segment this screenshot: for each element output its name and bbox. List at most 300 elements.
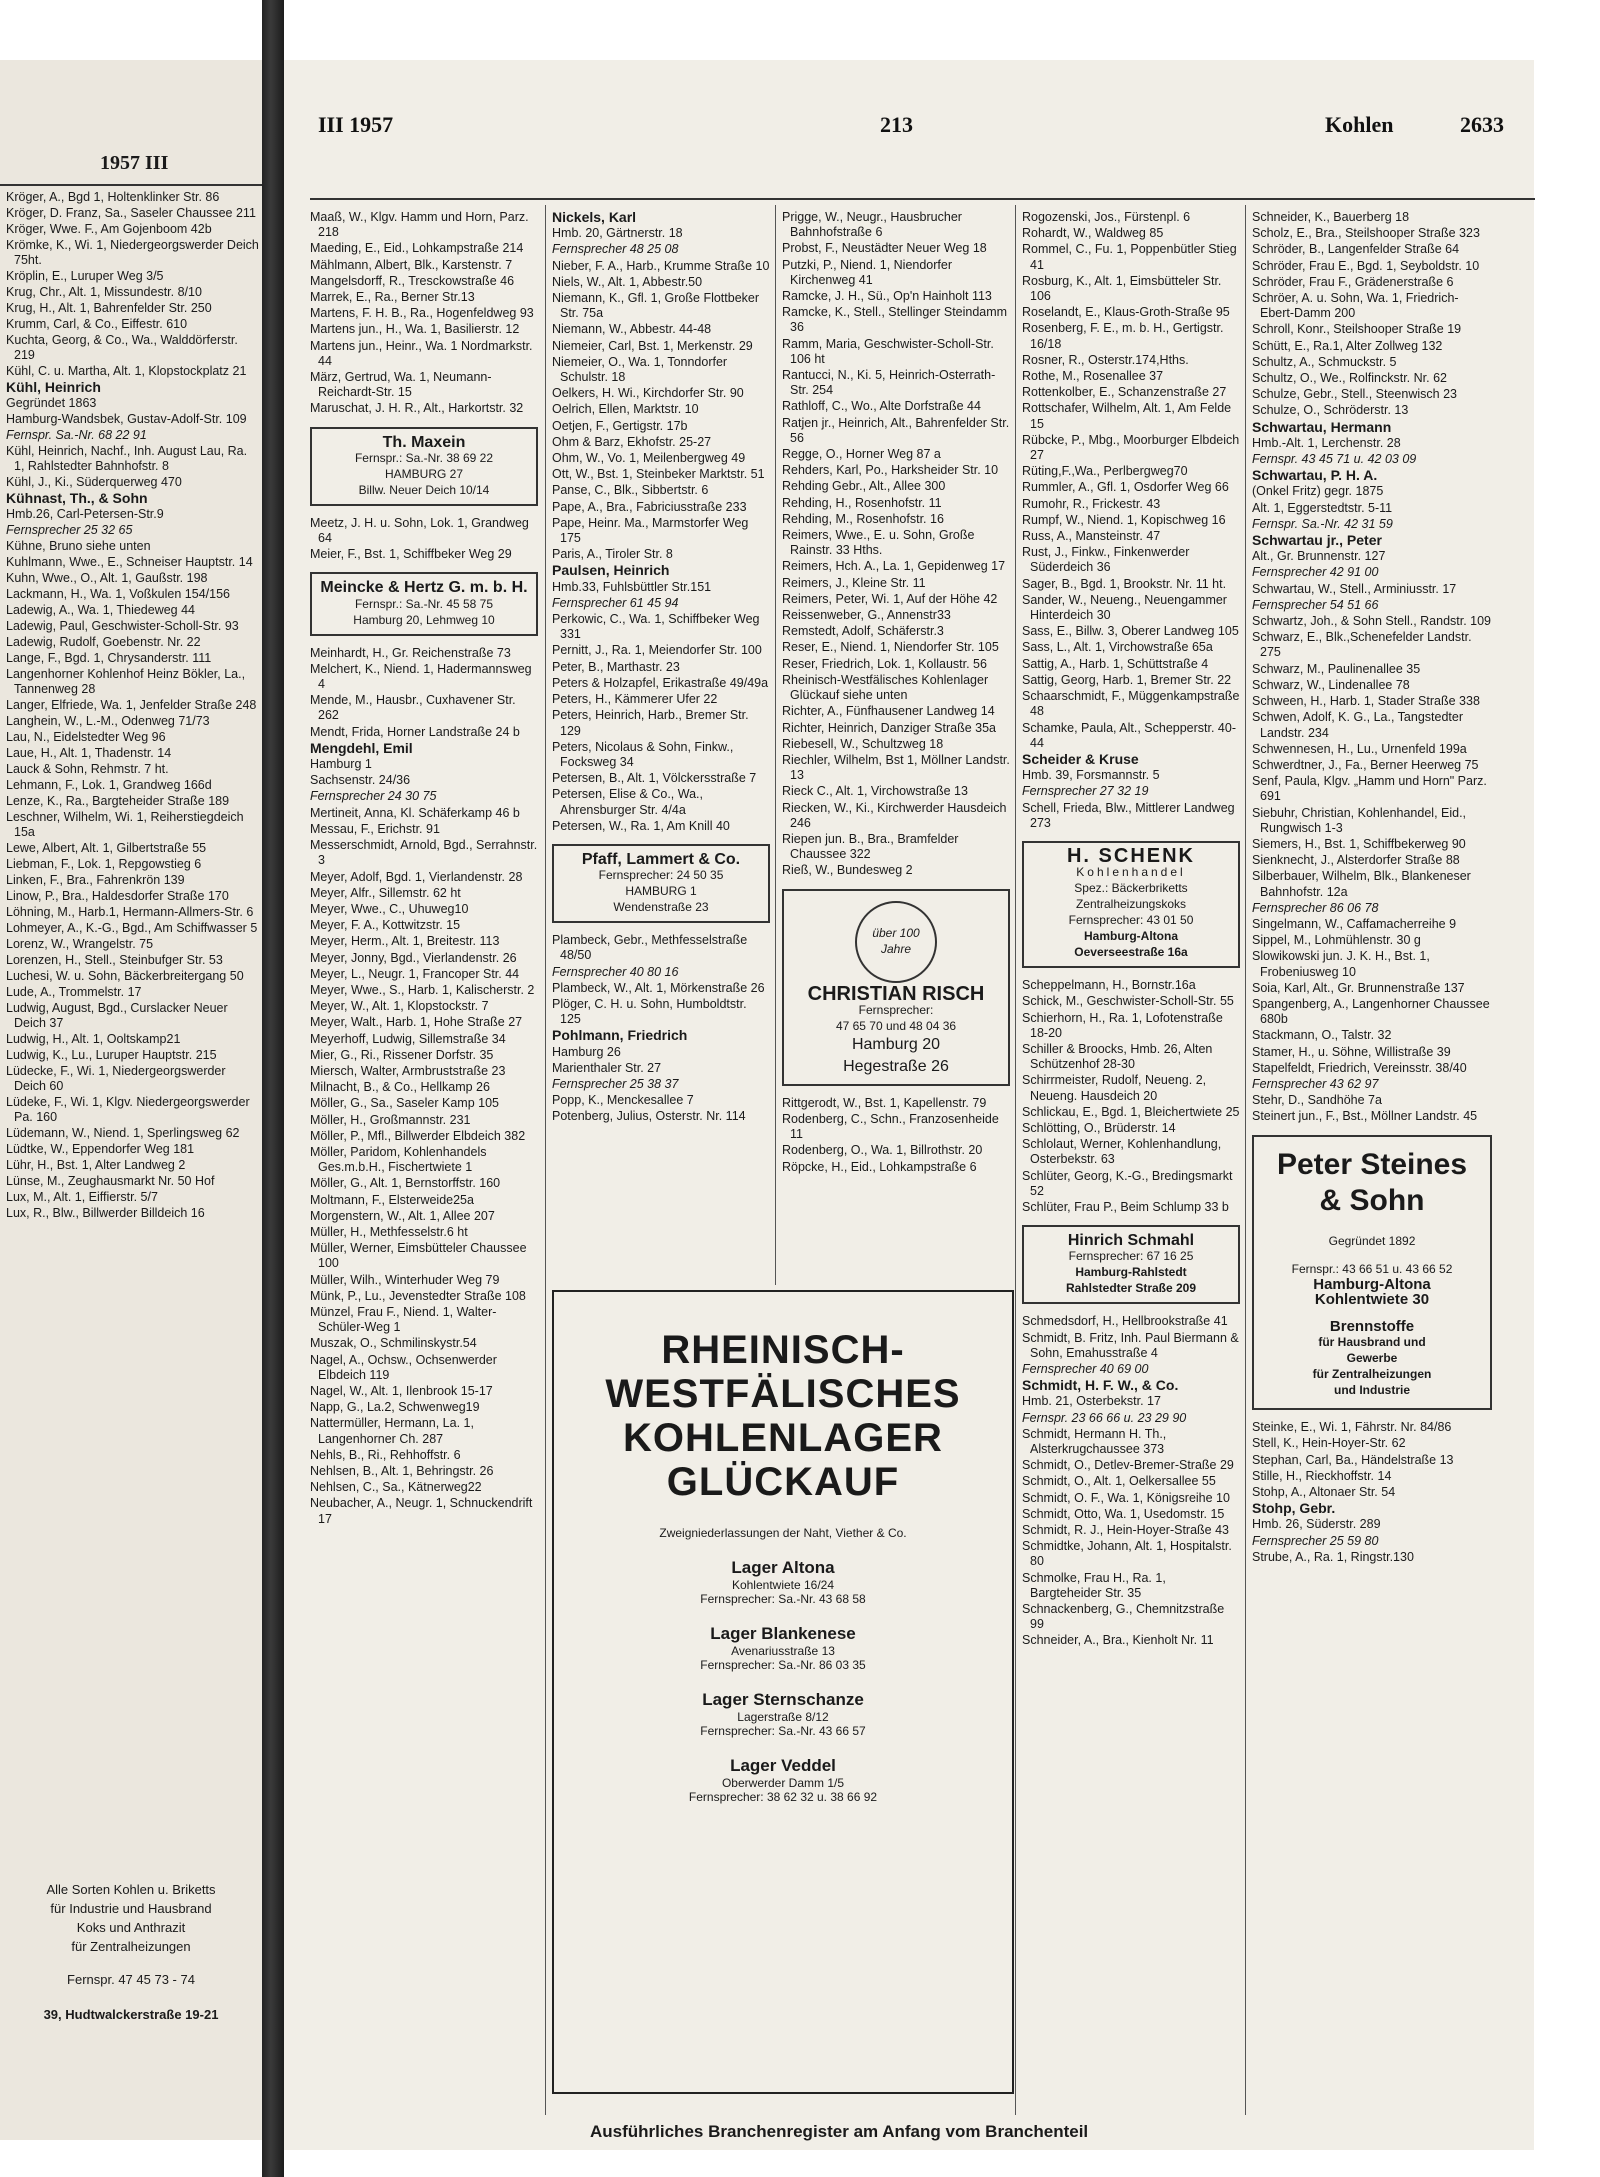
directory-entry: Soia, Karl, Alt., Gr. Brunnenstraße 137	[1252, 980, 1465, 995]
book-gutter	[262, 0, 284, 2177]
directory-entry: Reimers, Peter, Wi. 1, Auf der Höhe 42	[782, 591, 998, 606]
directory-entry: Fernsprecher 24 30 75	[310, 789, 437, 804]
directory-entry: Probst, F., Neustädter Neuer Weg 18	[782, 241, 987, 256]
left-page-strip	[0, 60, 270, 2140]
directory-entry: Liebman, F., Lok. 1, Repgowstieg 6	[6, 857, 202, 871]
directory-entry: Krumm, Carl, & Co., Eiffestr. 610	[6, 317, 188, 331]
directory-entry: Schmolke, Frau H., Ra. 1, Bargteheider Str. 35	[1022, 1570, 1166, 1600]
schenk-spec2: Zentralheizungskoks	[1075, 897, 1187, 912]
directory-entry: Potenberg, Julius, Osterstr. Nr. 114	[552, 1109, 746, 1124]
directory-entry: Rommel, C., Fu. 1, Poppenbütler Stieg 41	[1022, 242, 1237, 272]
directory-entry: Schlüter, Georg, K.-G., Bredingsmarkt 52	[1022, 1168, 1233, 1198]
steines-line-1: für Hausbrand und	[1318, 1335, 1426, 1350]
steines-line-4: und Industrie	[1334, 1383, 1410, 1398]
ad-location-addr: Lagerstraße 8/12	[737, 1710, 829, 1724]
directory-entry: Pape, A., Bra., Fabriciusstraße 233	[552, 499, 747, 514]
steines-founded: Gegründet 1892	[1328, 1233, 1416, 1248]
directory-entry: März, Gertrud, Wa. 1, Neumann-Reichardt-Str. 15	[310, 370, 492, 400]
directory-entry: Oelkers, H. Wi., Kirchdorfer Str. 90	[552, 386, 744, 401]
steines-fuel: Brennstoffe	[1329, 1317, 1415, 1335]
directory-entry: Schroll, Konr., Steilshooper Straße 19	[1252, 322, 1462, 337]
directory-entry: Schick, M., Geschwister-Scholl-Str. 55	[1022, 994, 1234, 1009]
schenk-street: Oeverseestraße 16a	[1074, 945, 1188, 960]
directory-entry: Nieber, F. A., Harb., Krumme Straße 10	[552, 258, 770, 273]
directory-entry: Lau, N., Eidelstedter Weg 96	[6, 730, 166, 744]
directory-entry: Schmidt, Otto, Wa. 1, Usedomstr. 15	[1022, 1506, 1225, 1521]
directory-entry: Silberbauer, Wilhelm, Blk., Blankeneser Bahnhofstr. 12a	[1252, 869, 1471, 899]
schmahl-title: Hinrich Schmahl	[1067, 1232, 1195, 1250]
schmahl-street: Rahlstedter Straße 209	[1065, 1281, 1197, 1296]
directory-entry: Schwartau, W., Stell., Arminiusstr. 17	[1252, 581, 1457, 596]
column-2-entries-bottom	[552, 933, 770, 1124]
left-ad-line: für Zentralheizungen	[71, 1939, 191, 1954]
directory-entry: Möller, P., Mfl., Billwerder Elbdeich 382	[310, 1128, 526, 1143]
directory-entry: Petersen, W., Ra. 1, Am Knill 40	[552, 818, 730, 833]
directory-entry: Nehlsen, B., Alt. 1, Behringstr. 26	[310, 1464, 494, 1479]
directory-entry: Krömke, K., Wi. 1, Niedergeorgswerder Deich 75ht.	[6, 238, 259, 267]
directory-entry: Strube, A., Ra. 1, Ringstr.130	[1252, 1549, 1414, 1564]
directory-entry: Hmb.-Alt. 1, Lerchenstr. 28	[1252, 435, 1401, 450]
column-5-entries-bottom	[1252, 1420, 1492, 1565]
directory-entry: Alt. 1, Eggerstedtstr. 5-11	[1252, 500, 1393, 515]
directory-entry: Schneider, A., Bra., Kienholt Nr. 11	[1022, 1633, 1214, 1648]
left-header-rule	[0, 184, 262, 186]
directory-entry: Kühl, J., Ki., Süderquerweg 470	[6, 475, 182, 489]
directory-entry: Schröder, B., Langenfelder Straße 64	[1252, 242, 1460, 257]
directory-entry: Müller, Werner, Eimsbütteler Chaussee 100	[310, 1241, 527, 1271]
directory-entry: Messerschmidt, Arnold, Bgd., Serrahnstr. 3	[310, 838, 538, 868]
directory-entry: Langer, Elfriede, Wa. 1, Jenfelder Straße 248	[6, 698, 257, 712]
directory-entry: Kuhn, Wwe., O., Alt. 1, Gaußstr. 198	[6, 571, 208, 585]
directory-entry: Lorenz, W., Wrangelstr. 75	[6, 937, 154, 951]
directory-entry: Mier, G., Ri., Rissener Dorfstr. 35	[310, 1047, 494, 1062]
directory-entry: Lünse, M., Zeughausmarkt Nr. 50 Hof	[6, 1174, 215, 1188]
directory-entry: Mertineit, Anna, Kl. Schäferkamp 46 b	[310, 805, 520, 820]
directory-entry: Hamburg 1	[310, 757, 372, 772]
directory-entry: Schell, Frieda, Blw., Mittlerer Landweg 273	[1022, 800, 1235, 830]
directory-entry: Senf, Paula, Klgv. „Hamm und Horn" Parz. 691	[1252, 774, 1487, 804]
directory-entry: Scheider & Kruse	[1022, 750, 1139, 767]
directory-entry: Möller, H., Großmannstr. 231	[310, 1112, 471, 1127]
directory-entry: Stehr, D., Sandhöhe 7a	[1252, 1093, 1382, 1108]
directory-entry: Nehlsen, C., Sa., Kätnerweg22	[310, 1480, 482, 1495]
directory-entry: Lude, A., Trommelstr. 17	[6, 985, 142, 999]
directory-entry: Ludwig, H., Alt. 1, Ooltskamp21	[6, 1032, 181, 1046]
directory-entry: Schwartau jr., Peter	[1252, 532, 1382, 549]
directory-entry: Siemers, H., Bst. 1, Schiffbekerweg 90	[1252, 836, 1466, 851]
directory-entry: Schlüter, Frau P., Beim Schlump 33 b	[1022, 1199, 1229, 1214]
steines-ad	[1252, 1135, 1492, 1411]
directory-entry: Meyer, Jonny, Bgd., Vierlandenstr. 26	[310, 950, 517, 965]
directory-entry: Meyer, Wwe., S., Harb. 1, Kalischerstr. 2	[310, 982, 535, 997]
directory-entry: Fernsprecher 86 06 78	[1252, 900, 1379, 915]
ad-location	[554, 1756, 1012, 1804]
directory-entry: Fernsprecher 25 32 65	[6, 523, 133, 537]
directory-entry: Kühnast, Th., & Sohn	[6, 490, 148, 506]
directory-entry: Laue, H., Alt. 1, Thadenstr. 14	[6, 746, 172, 760]
steines-line-2: Gewerbe	[1346, 1351, 1398, 1366]
directory-entry: Fernspr. Sa.-Nr. 42 31 59	[1252, 516, 1393, 531]
directory-entry: Lehmann, F., Lok. 1, Grandweg 166d	[6, 778, 212, 792]
column-4-entries-bottom	[1022, 1314, 1240, 1648]
maxein-title: Th. Maxein	[382, 433, 466, 451]
directory-entry: Meyer, F. A., Kottwitzstr. 15	[310, 918, 461, 933]
schenk-box	[1022, 841, 1240, 968]
column-4-entries	[1022, 210, 1240, 831]
directory-entry: Steinert jun., F., Bst., Möllner Landstr. 45	[1252, 1109, 1478, 1124]
directory-entry: Meinhardt, H., Gr. Reichenstraße 73	[310, 645, 511, 660]
directory-entry: Kröger, Wwe. F., Am Gojenboom 42b	[6, 222, 212, 236]
directory-entry: (Onkel Fritz) gegr. 1875	[1252, 484, 1384, 499]
directory-entry: Sass, E., Billw. 3, Oberer Landweg 105	[1022, 624, 1239, 639]
directory-entry: Melchert, K., Niend. 1, Hadermannsweg 4	[310, 661, 532, 692]
directory-entry: Meier, F., Bst. 1, Schiffbeker Weg 29	[310, 547, 512, 562]
directory-entry: Hmb.26, Carl-Petersen-Str.9	[6, 507, 164, 521]
directory-entry: Fernsprecher 27 32 19	[1022, 784, 1149, 799]
directory-entry: Hmb. 26, Süderstr. 289	[1252, 1517, 1381, 1532]
directory-entry: Rüting,F.,Wa., Perlbergweg70	[1022, 464, 1188, 479]
directory-entry: Krug, H., Alt. 1, Bahrenfelder Str. 250	[6, 301, 212, 315]
column-2	[552, 210, 770, 1285]
ad-locations	[554, 1558, 1012, 1804]
rheinisch-westfaelisches-ad	[552, 1290, 1014, 2094]
directory-entry: Schwen, Adolf, K. G., La., Tangstedter Landstr. 234	[1252, 710, 1464, 740]
directory-entry: Kröger, D. Franz, Sa., Saseler Chaussee 211	[6, 206, 256, 220]
directory-entry: Hamburg 26	[552, 1044, 621, 1059]
directory-entry: Ludwig, August, Bgd., Curslacker Neuer Deich 37	[6, 1001, 228, 1030]
maxein-phone: Fernspr.: Sa.-Nr. 38 69 22	[354, 450, 494, 465]
steines-street: Kohlentwiete 30	[1314, 1290, 1430, 1308]
meincke-phone: Fernspr.: Sa.-Nr. 45 58 75	[354, 596, 494, 611]
pfaff-phone: Fernsprecher: 24 50 35	[598, 868, 724, 883]
directory-entry: Fernspr. 23 66 66 u. 23 29 90	[1022, 1410, 1187, 1425]
directory-entry: Richter, Heinrich, Danziger Straße 35a	[782, 720, 996, 735]
directory-entry: Luchesi, W. u. Sohn, Bäckerbreitergang 50	[6, 969, 244, 983]
directory-entry: Schneider, K., Bauerberg 18	[1252, 210, 1410, 224]
directory-entry: Peters, Heinrich, Harb., Bremer Str. 129	[552, 708, 749, 738]
directory-entry: Miersch, Walter, Armbruststraße 23	[310, 1063, 506, 1078]
ad-location	[554, 1558, 1012, 1606]
directory-entry: Kühl, Heinrich, Nachf., Inh. August Lau, Ra. 1, Rahlstedter Bahnhofstr. 8	[6, 444, 248, 473]
directory-entry: Schwarz, M., Paulinenallee 35	[1252, 661, 1421, 676]
directory-entry: Steinke, E., Wi. 1, Fährstr. Nr. 84/86	[1252, 1420, 1452, 1435]
directory-entry: Schmidt, O., Alt. 1, Oelkersallee 55	[1022, 1474, 1216, 1489]
directory-entry: Roselandt, E., Klaus-Groth-Straße 95	[1022, 305, 1230, 320]
left-page-entries	[6, 190, 260, 1222]
directory-entry: Reimers, Hch. A., La. 1, Gepidenweg 17	[782, 559, 1006, 574]
directory-entry: Rieck C., Alt. 1, Virchowstraße 13	[782, 784, 968, 799]
directory-entry: Singelmann, W., Caffamacherreihe 9	[1252, 916, 1457, 931]
directory-entry: Milnacht, B., & Co., Hellkamp 26	[310, 1080, 490, 1095]
directory-entry: Riecken, W., Ki., Kirchwerder Hausdeich 246	[782, 800, 1007, 830]
directory-entry: Schlolaut, Werner, Kohlenhandlung, Osterbekstr. 63	[1022, 1137, 1222, 1167]
directory-entry: Schwarz, E., Blk.,Schenefelder Landstr. 275	[1252, 630, 1472, 660]
footer-note: Ausführliches Branchenregister am Anfang vom Branchenteil	[590, 2122, 1089, 2141]
directory-entry: Niemeier, O., Wa. 1, Tonndorfer Schulstr. 18	[552, 354, 728, 385]
steines-title-2: & Sohn	[1319, 1183, 1425, 1217]
directory-entry: Meyer, Adolf, Bgd. 1, Vierlandenstr. 28	[310, 869, 523, 884]
directory-entry: Maaß, W., Klgv. Hamm und Horn, Parz. 218	[310, 210, 529, 240]
risch-street: Hegestraße 26	[843, 1057, 949, 1075]
ad-location-name: Lager Sternschanze	[702, 1690, 864, 1709]
directory-entry: Morgenstern, W., Alt. 1, Allee 207	[310, 1208, 495, 1223]
directory-entry: Sattig, Georg, Harb. 1, Bremer Str. 22	[1022, 672, 1232, 687]
risch-phone-label: Fernsprecher:	[858, 1002, 934, 1017]
directory-entry: Stapelfeldt, Friedrich, Vereinsstr. 38/40	[1252, 1060, 1467, 1075]
directory-entry: Oelrich, Ellen, Marktstr. 10	[552, 402, 699, 417]
directory-entry: Maeding, E., Eid., Lohkampstraße 214	[310, 241, 524, 256]
directory-entry: Möller, G., Sa., Saseler Kamp 105	[310, 1096, 499, 1111]
risch-title: CHRISTIAN RISCH	[807, 982, 985, 1005]
directory-entry: Lühr, H., Bst. 1, Alter Landweg 2	[6, 1158, 186, 1172]
directory-entry: Schirrmeister, Rudolf, Neueng. 2, Neueng. Hausdeich 20	[1022, 1073, 1207, 1103]
directory-entry: Leschner, Wilhelm, Wi. 1, Reiherstiegdeich 15a	[6, 810, 244, 839]
directory-entry: Sager, B., Bgd. 1, Brookstr. Nr. 11 ht.	[1022, 576, 1227, 591]
directory-entry: Schulze, Gebr., Stell., Steenwisch 23	[1252, 387, 1457, 402]
directory-entry: Ramcke, K., Stell., Stellinger Steindamm 36	[782, 305, 1008, 335]
column-divider-1	[545, 205, 546, 2115]
directory-entry: Gegründet 1863	[6, 396, 97, 410]
directory-entry: Röpcke, H., Eid., Lohkampstraße 6	[782, 1159, 977, 1174]
directory-entry: Lackmann, H., Wa. 1, Voßkulen 154/156	[6, 587, 230, 601]
ad-location-phone: Fernsprecher: Sa.-Nr. 86 03 35	[700, 1658, 866, 1672]
maxein-address: Billw. Neuer Deich 10/14	[358, 482, 490, 497]
directory-entry: Remstedt, Adolf, Schäferstr.3	[782, 624, 944, 639]
ad-title-1: RHEINISCH-	[661, 1328, 905, 1372]
directory-entry: Schmidtke, Johann, Alt. 1, Hospitalstr. 80	[1022, 1539, 1232, 1569]
left-ad-line: Koks und Anthrazit	[76, 1920, 186, 1935]
directory-entry: Fernsprecher 61 45 94	[552, 595, 679, 610]
directory-entry: Hmb.33, Fuhlsbüttler Str.151	[552, 579, 712, 594]
directory-entry: Ludwig, K., Lu., Luruper Hauptstr. 215	[6, 1048, 217, 1062]
directory-entry: Scheppelmann, H., Bornstr.16a	[1022, 978, 1196, 993]
directory-entry: Nagel, A., Ochsw., Ochsenwerder Elbdeich 119	[310, 1352, 497, 1382]
directory-entry: Schmidt, H. F. W., & Co.	[1022, 1377, 1179, 1394]
directory-entry: Mangelsdorff, R., Tresckowstraße 46	[310, 273, 515, 288]
schenk-city: Hamburg-Altona	[1084, 929, 1178, 944]
ad-location-phone: Fernsprecher: 38 62 32 u. 38 66 92	[688, 1790, 878, 1804]
directory-entry: Rosburg, K., Alt. 1, Eimsbütteler Str. 106	[1022, 273, 1222, 304]
directory-entry: Nattermüller, Hermann, La. 1, Langenhorner Ch. 287	[310, 1416, 474, 1446]
directory-entry: Schultz, A., Schmuckstr. 5	[1252, 354, 1397, 369]
meincke-box	[310, 572, 538, 635]
directory-entry: Nagel, W., Alt. 1, Ilenbrook 15-17	[310, 1384, 493, 1398]
directory-entry: Rosner, R., Osterstr.174,Hths.	[1022, 352, 1189, 367]
directory-entry: Ladewig, Paul, Geschwister-Scholl-Str. 93	[6, 619, 239, 633]
directory-entry: Lange, F., Bgd. 1, Chrysanderstr. 111	[6, 651, 212, 665]
pfaff-box	[552, 844, 770, 923]
directory-entry: Linow, P., Bra., Haldesdorfer Straße 170	[6, 889, 229, 903]
directory-entry: Möller, Paridom, Kohlenhandels Ges.m.b.H., Fischertwiete 1	[310, 1144, 487, 1175]
ad-location-addr: Avenariusstraße 13	[731, 1644, 835, 1658]
directory-entry: Russ, A., Mansteinstr. 47	[1022, 529, 1161, 544]
directory-entry: Muszak, O., Schmilinskystr.54	[310, 1336, 477, 1351]
directory-entry: Martens, F. H. B., Ra., Hogenfeldweg 93	[310, 306, 534, 321]
directory-entry: Stell, K., Hein-Hoyer-Str. 62	[1252, 1436, 1406, 1451]
directory-entry: Riebesell, W., Schultzweg 18	[782, 736, 944, 751]
left-ad-line: 39, Hudtwalckerstraße 19-21	[43, 2007, 219, 2022]
risch-ad	[782, 889, 1010, 1086]
directory-entry: Marienthaler Str. 27	[552, 1060, 662, 1075]
directory-entry: Spangenberg, A., Langenhorner Chaussee 680b	[1252, 996, 1490, 1027]
directory-entry: Fernsprecher 25 59 80	[1252, 1533, 1379, 1548]
directory-entry: Sachsenstr. 24/36	[310, 773, 411, 788]
directory-entry: Kröger, A., Bgd 1, Holtenklinker Str. 86	[6, 190, 220, 204]
directory-entry: Petersen, B., Alt. 1, Völckersstraße 7	[552, 771, 757, 786]
directory-entry: Panse, C., Blk., Sibbertstr. 6	[552, 483, 709, 498]
risch-phone: 47 65 70 und 48 04 36	[835, 1018, 957, 1033]
column-4-entries-mid	[1022, 978, 1240, 1215]
directory-entry: Meyer, Alfr., Sillemstr. 62 ht	[310, 885, 461, 900]
directory-entry: Sattig, A., Harb. 1, Schüttstraße 4	[1022, 656, 1209, 671]
ad-location-addr: Oberwerder Damm 1/5	[721, 1776, 845, 1790]
column-1	[310, 210, 538, 2115]
steines-phone: Fernspr.: 43 66 51 u. 43 66 52	[1291, 1261, 1453, 1276]
directory-entry: Fernsprecher 40 80 16	[552, 964, 679, 979]
directory-entry: Hamburg-Wandsbek, Gustav-Adolf-Str. 109	[6, 412, 247, 426]
meincke-title: Meincke & Hertz G. m. b. H.	[320, 579, 528, 597]
directory-entry: Paulsen, Heinrich	[552, 562, 670, 579]
directory-entry: Schmidt, Hermann H. Th., Alsterkrugchaussee 373	[1022, 1426, 1167, 1456]
directory-entry: Kühl, C. u. Martha, Alt. 1, Klopstockplatz 21	[6, 364, 247, 378]
directory-entry: Meyer, Walt., Harb. 1, Hohe Straße 27	[310, 1015, 523, 1030]
pfaff-address: Wendenstraße 23	[613, 900, 709, 915]
pfaff-title: Pfaff, Lammert & Co.	[581, 850, 741, 868]
directory-entry: Rottenkolber, E., Schanzenstraße 27	[1022, 385, 1227, 400]
directory-entry: Lux, R., Blw., Billwerder Billdeich 16	[6, 1206, 205, 1220]
directory-entry: Lenze, K., Ra., Bargteheider Straße 189	[6, 794, 230, 808]
directory-entry: Lüdtke, W., Eppendorfer Weg 181	[6, 1142, 195, 1156]
directory-entry: Schierhorn, H., Ra. 1, Lofotenstraße 18-20	[1022, 1010, 1223, 1040]
directory-entry: Müller, H., Methfesselstr.6 ht	[310, 1224, 468, 1239]
directory-entry: Rittgerodt, W., Bst. 1, Kapellenstr. 79	[782, 1095, 987, 1110]
schenk-sub: Kohlenhandel	[1076, 865, 1186, 880]
directory-entry: Meyer, W., Alt. 1, Klopstockstr. 7	[310, 999, 489, 1014]
directory-entry: Meetz, J. H. u. Sohn, Lok. 1, Grandweg 64	[310, 515, 529, 546]
directory-entry: Sienknecht, J., Alsterdorfer Straße 88	[1252, 853, 1460, 868]
directory-entry: Rumohr, R., Frickestr. 43	[1022, 496, 1161, 511]
directory-entry: Rehding, M., Rosenhofstr. 16	[782, 511, 944, 526]
directory-entry: Ratjen jr., Heinrich, Alt., Bahrenfelder Str. 56	[782, 415, 1010, 445]
maxein-city: HAMBURG 27	[384, 466, 464, 481]
directory-entry: Schütt, E., Ra.1, Alter Zollweg 132	[1252, 338, 1443, 353]
directory-entry: Rehding, H., Rosenhofstr. 11	[782, 495, 942, 510]
directory-entry: Perkowic, C., Wa. 1, Schiffbeker Weg 331	[552, 612, 760, 642]
header-rule	[310, 198, 1535, 200]
column-3	[782, 210, 1010, 1285]
directory-entry: Pohlmann, Friedrich	[552, 1027, 688, 1044]
directory-entry: Rothe, M., Rosenallee 37	[1022, 369, 1164, 384]
schenk-title: H. SCHENK	[1066, 844, 1195, 867]
directory-entry: Schamke, Paula, Alt., Schepperstr. 40-44	[1022, 720, 1237, 750]
directory-entry: Schiller & Broocks, Hmb. 26, Alten Schützenhof 28-30	[1022, 1041, 1213, 1072]
directory-entry: Ladewig, A., Wa. 1, Thiedeweg 44	[6, 603, 196, 617]
directory-entry: Siebuhr, Christian, Kohlenhandel, Eid., Rungwisch 1-3	[1252, 805, 1467, 835]
ad-location-name: Lager Blankenese	[710, 1624, 856, 1643]
directory-entry: Möller, G., Alt. 1, Bernstorffstr. 160	[310, 1176, 501, 1191]
directory-entry: Linken, F., Bra., Fahrenkrön 139	[6, 873, 185, 887]
directory-entry: Fernsprecher 54 51 66	[1252, 597, 1379, 612]
directory-entry: Lorenzen, H., Stell., Steinbufger Str. 53	[6, 953, 223, 967]
ad-subtitle: Zweigniederlassungen der Naht, Viether & Co.	[659, 1526, 907, 1540]
ad-location-addr: Kohlentwiete 16/24	[731, 1578, 835, 1592]
directory-entry: Peters & Holzapfel, Erikastraße 49/49a	[552, 675, 769, 690]
page-number: 213	[880, 112, 913, 137]
directory-entry: Hmb. 39, Forsmannstr. 5	[1022, 768, 1160, 783]
directory-entry: Mende, M., Hausbr., Cuxhavener Str. 262	[310, 693, 516, 723]
directory-entry: Stephan, Carl, Ba., Händelstraße 13	[1252, 1452, 1454, 1467]
schmahl-box	[1022, 1225, 1240, 1304]
column-1-entries-bottom	[310, 646, 538, 1527]
directory-entry: Schnackenberg, G., Chemnitzstraße 99	[1022, 1602, 1225, 1632]
directory-entry: Lauck & Sohn, Rehmstr. 7 ht.	[6, 762, 169, 776]
directory-entry: Schmidt, B. Fritz, Inh. Paul Biermann & Sohn, Emahusstraße 4	[1022, 1330, 1239, 1360]
directory-entry: Stackmann, O., Talstr. 32	[1252, 1028, 1392, 1043]
directory-entry: Kühne, Bruno siehe unten	[6, 539, 151, 553]
directory-entry: Hmb. 21, Osterbekstr. 17	[1022, 1394, 1161, 1409]
directory-entry: Münk, P., Lu., Jevenstedter Straße 108	[310, 1288, 526, 1303]
schenk-spec: Spez.: Bäckerbriketts	[1074, 881, 1188, 896]
directory-entry: Schmidt, O. F., Wa. 1, Königsreihe 10	[1022, 1490, 1230, 1505]
directory-entry: Messau, F., Erichstr. 91	[310, 821, 440, 836]
column-3-entries	[782, 210, 1010, 879]
meincke-address: Hamburg 20, Lehmweg 10	[353, 612, 495, 627]
directory-entry: Peter, B., Marthastr. 23	[552, 659, 680, 674]
page-header-left: III 1957	[318, 112, 394, 137]
directory-entry: Rust, J., Finkw., Finkenwerder Süderdeich 36	[1022, 545, 1190, 575]
directory-entry: Niemeier, Carl, Bst. 1, Merkenstr. 29	[552, 338, 753, 353]
steines-line-3: für Zentralheizungen	[1312, 1367, 1432, 1382]
directory-entry: Reser, E., Niend. 1, Niendorfer Str. 105	[782, 640, 999, 655]
directory-entry: Petersen, Elise & Co., Wa., Ahrensburger Str. 4/4a	[552, 787, 703, 817]
ad-location-phone: Fernsprecher: Sa.-Nr. 43 66 57	[700, 1724, 866, 1738]
column-4	[1022, 210, 1240, 2115]
directory-entry: Prigge, W., Neugr., Hausbrucher Bahnhofstraße 6	[782, 210, 962, 240]
directory-entry: Fernspr. 43 45 71 u. 42 03 09	[1252, 452, 1417, 467]
directory-entry: Schmidt, R. J., Hein-Hoyer-Straße 43	[1022, 1523, 1230, 1538]
column-1-entries-mid	[310, 516, 538, 563]
directory-entry: Fernsprecher 25 38 37	[552, 1076, 679, 1091]
directory-entry: Schlickau, E., Bgd. 1, Bleichertwiete 25	[1022, 1104, 1240, 1119]
directory-entry: Ott, W., Bst. 1, Steinbeker Marktstr. 51	[552, 467, 765, 482]
directory-entry: Slowikowski jun. J. K. H., Bst. 1, Frobeniusweg 10	[1252, 949, 1430, 979]
directory-entry: Ohm & Barz, Ekhofstr. 25-27	[552, 434, 712, 449]
directory-entry: Niels, W., Alt. 1, Abbestr.50	[552, 274, 703, 289]
directory-entry: Rohardt, W., Waldweg 85	[1022, 226, 1164, 241]
left-ad-line: Fernspr. 47 45 73 - 74	[67, 1972, 195, 1987]
directory-entry: Scholz, E., Bra., Steilshooper Straße 323	[1252, 226, 1480, 241]
directory-entry: Schwerdtner, J., Fa., Berner Heerweg 75	[1252, 757, 1479, 772]
directory-entry: Sippel, M., Lohmühlenstr. 30 g	[1252, 933, 1421, 948]
column-divider-3	[1015, 205, 1016, 2115]
directory-entry: Schaarschmidt, F., Müggenkampstraße 48	[1022, 689, 1240, 719]
risch-city: Hamburg 20	[851, 1035, 941, 1053]
directory-entry: Martens jun., H., Wa. 1, Basilierstr. 12	[310, 322, 520, 337]
directory-entry: Moltmann, F., Elsterweide25a	[310, 1192, 474, 1207]
directory-entry: Meyerhoff, Ludwig, Sillemstraße 34	[310, 1031, 506, 1046]
directory-entry: Lux, M., Alt. 1, Eiffierstr. 5/7	[6, 1190, 158, 1204]
directory-entry: Stamer, H., u. Söhne, Willistraße 39	[1252, 1044, 1451, 1059]
directory-entry: Hmb. 20, Gärtnerstr. 18	[552, 226, 683, 241]
directory-entry: Lewe, Albert, Alt. 1, Gilbertstraße 55	[6, 841, 207, 855]
directory-entry: Lüdemann, W., Niend. 1, Sperlingsweg 62	[6, 1126, 240, 1140]
directory-entry: Reissenweber, G., Annenstr33	[782, 608, 951, 623]
directory-entry: Kuchta, Georg, & Co., Wa., Walddörferstr. 219	[6, 333, 238, 362]
directory-entry: Lüdecke, F., Wi. 1, Niedergeorgswerder Deich 60	[6, 1064, 226, 1093]
page-header-number: 2633	[1460, 112, 1504, 137]
directory-entry: Peters, Nicolaus & Sohn, Finkw., Focksweg 34	[552, 739, 734, 769]
directory-entry: Nehls, B., Ri., Rehhoffstr. 6	[310, 1447, 461, 1462]
